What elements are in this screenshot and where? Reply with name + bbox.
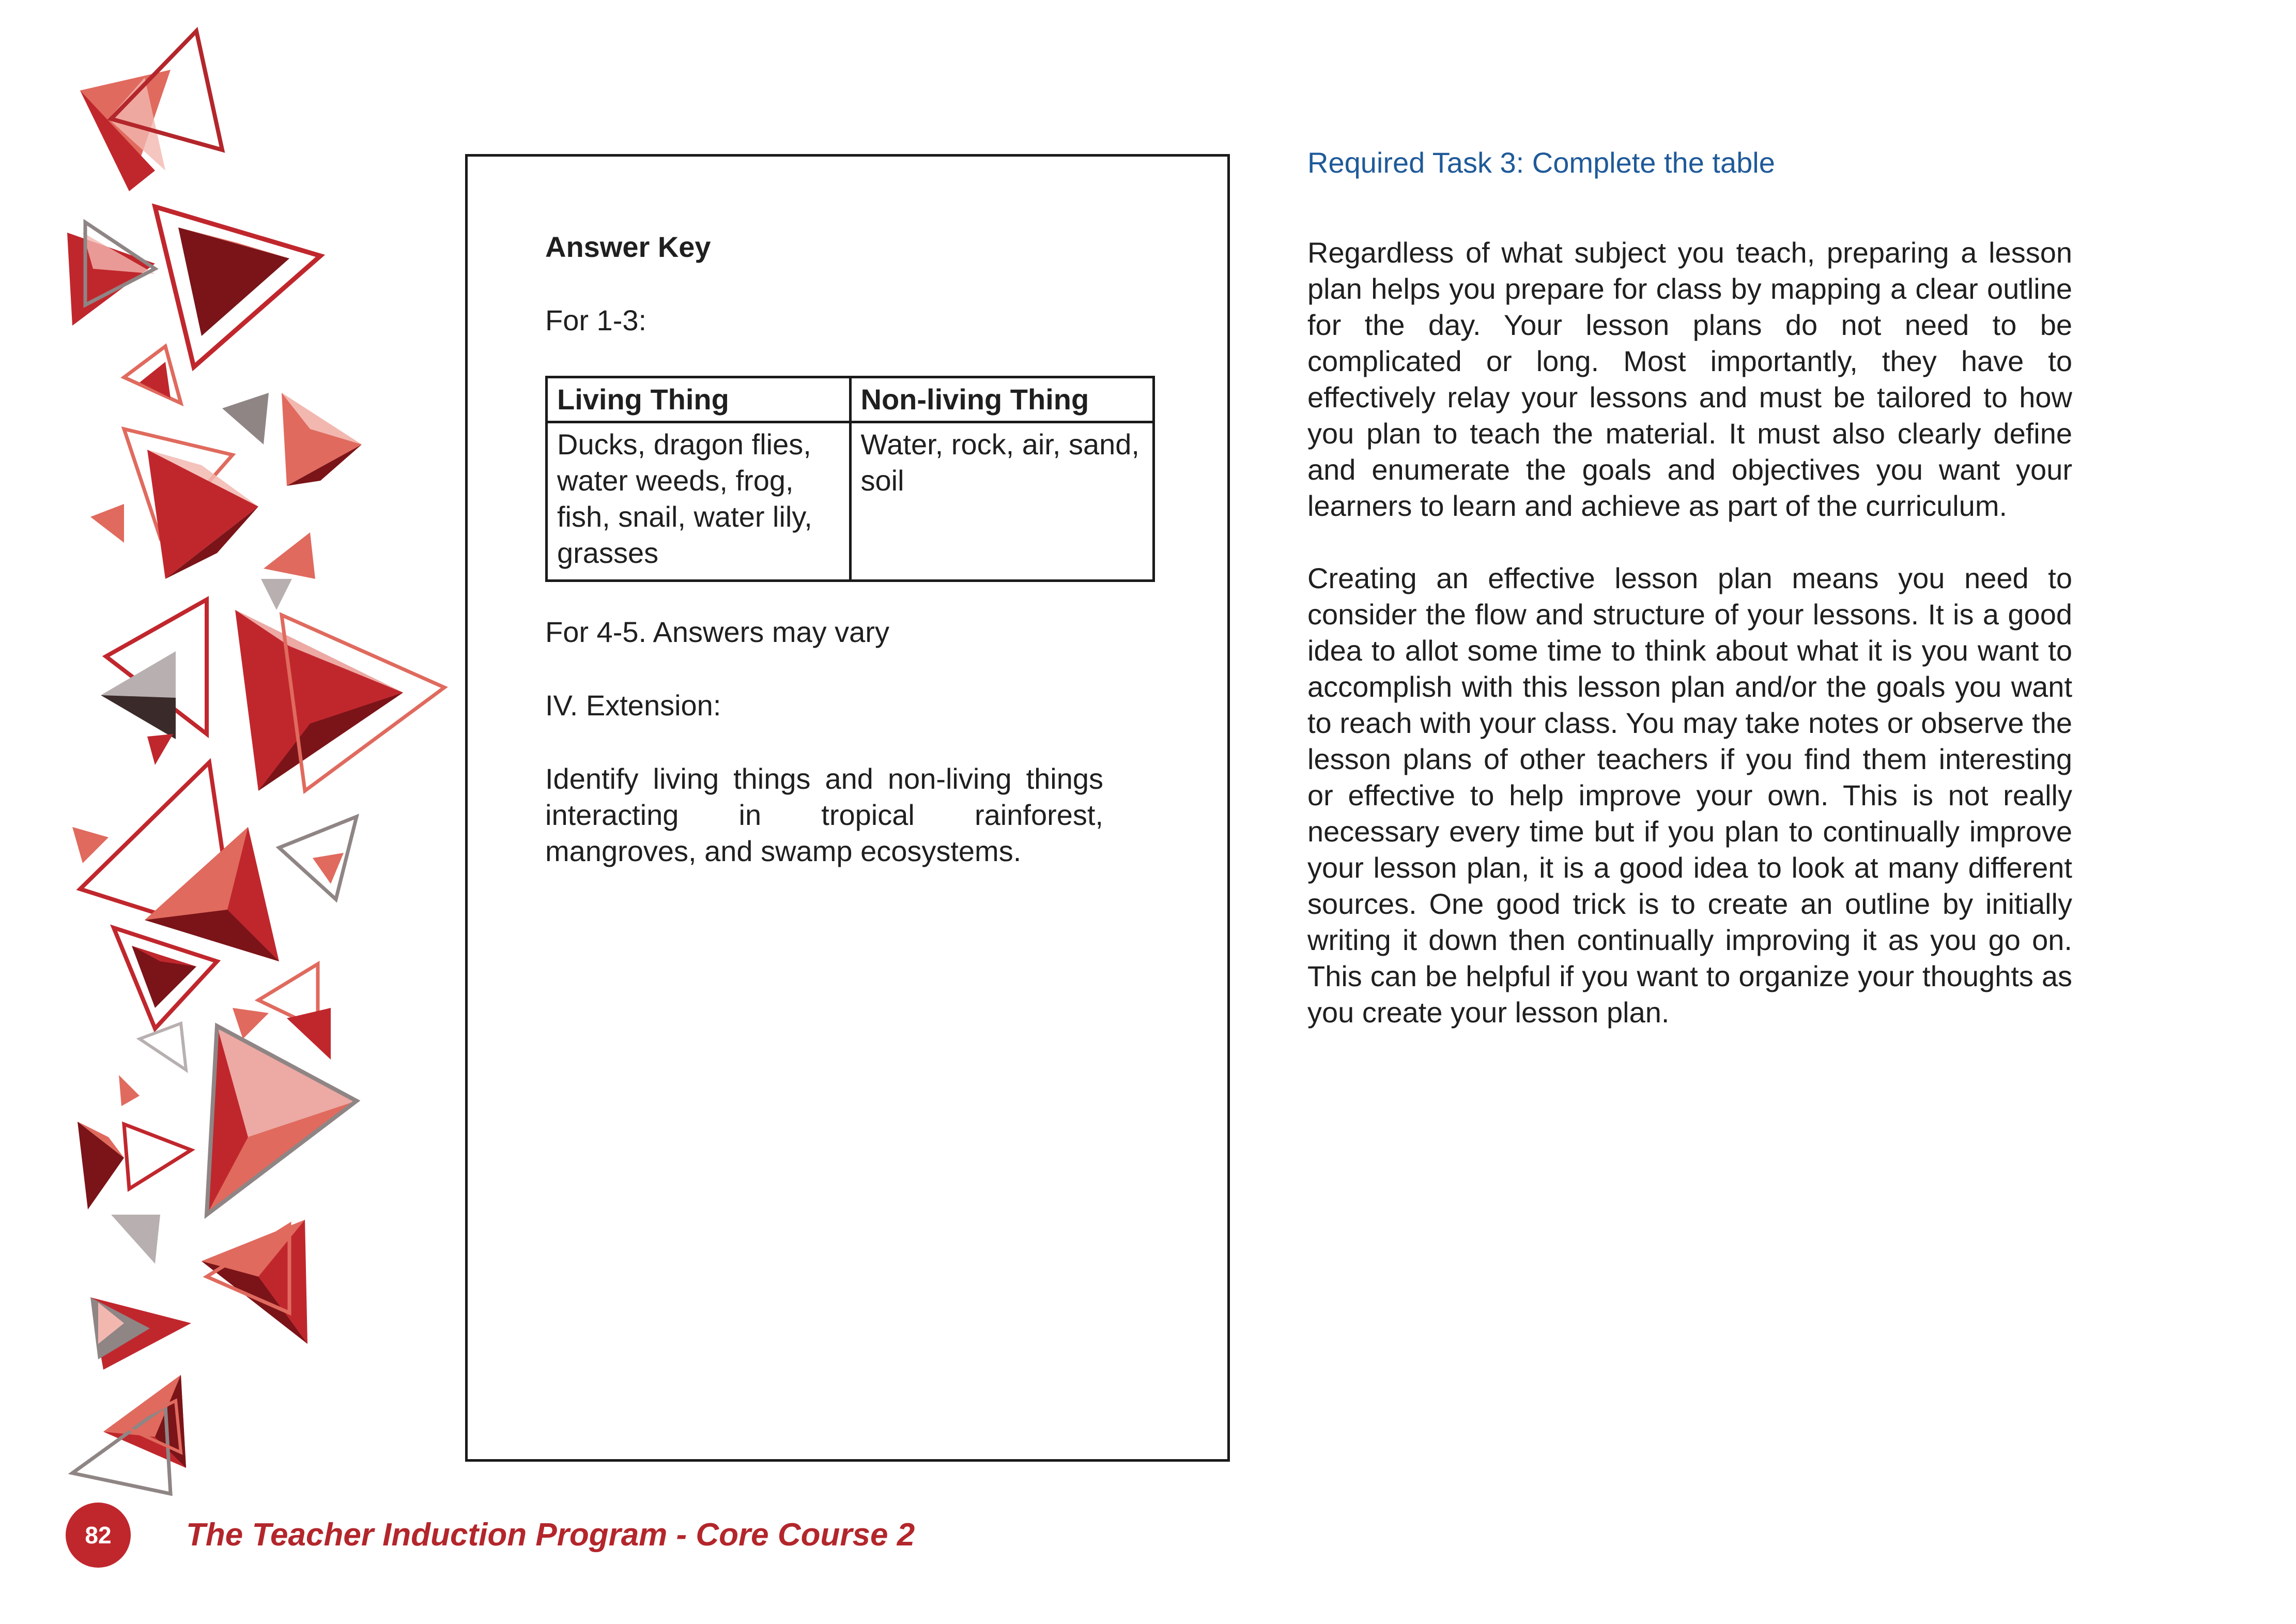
triangle-shape [140, 1023, 186, 1070]
for-4-5-label: For 4-5. Answers may vary [545, 616, 889, 648]
triangle-shape [72, 827, 109, 863]
triangle-shape [233, 1008, 269, 1039]
triangle-shape [222, 393, 269, 445]
footer-title: The Teacher Induction Program - Core Course 2 [186, 1517, 915, 1553]
triangle-shape [235, 610, 403, 791]
answer-key-panel [465, 154, 1230, 1462]
task-paragraph: Regardless of what subject you teach, preparing a lesson plan helps you prepare for class by mapping a clear outline for the day. Your lesson plans do not need to be complicated or long. Most importantly, they have to effectively relay your lessons and must be tailored to how you plan to teach the material. It must also clearly define and enumerate the goals and objectives you want your learners to learn and achieve as part of the curriculum. [1307, 236, 2072, 522]
triangle-shape [90, 504, 124, 543]
triangle-shape [261, 579, 292, 610]
triangle-shape [83, 233, 155, 274]
table-header-living: Living Thing [547, 377, 851, 422]
task-column [1307, 145, 2072, 1067]
table-row [547, 422, 1154, 581]
triangle-shape [264, 532, 315, 579]
table-cell-living: Ducks, dragon flies, water weeds, frog, fish, snail, water lily, grasses [547, 422, 851, 581]
triangle-shape [101, 695, 176, 739]
table-header-row [547, 377, 1154, 422]
decorative-triangles [0, 0, 465, 1551]
triangle-shape [111, 1215, 160, 1264]
for-1-3-label: For 1-3: [545, 304, 647, 336]
answer-key-content [545, 229, 1139, 907]
triangle-shape [67, 233, 155, 326]
extension-text: Identify living things and non-living things interacting in tropical rainforest, mangroves, and swamp ecosystems. [545, 762, 1103, 867]
triangle-shape [313, 853, 344, 884]
page-number-badge: 82 [66, 1503, 131, 1568]
triangle-shape [147, 734, 173, 765]
triangle-shape [119, 1075, 140, 1106]
task-paragraph: Creating an effective lesson plan means you need to consider the flow and structure of your lessons. It is a good idea to allot some time to think about what it is you want to accomplish with this lesson plan and/or the goals you want to reach with your class. You may take notes or observe the lesson plans of other teachers if you find them interesting or effective to help improve your own. This is not really necessary every time but if you plan to continually improve your lesson plan, it is a good idea to look at many different sources. One good trick is to create an outline by initially writing it down then continually improving it as you go on. This can be helpful if you want to organize your thoughts as you create your lesson plan. [1307, 562, 2072, 1029]
table-header-nonliving: Non-living Thing [850, 377, 1154, 422]
triangle-shape [124, 1124, 191, 1189]
table-cell-nonliving: Water, rock, air, sand, soil [850, 422, 1154, 581]
answer-key-title: Answer Key [545, 231, 711, 263]
extension-heading: IV. Extension: [545, 689, 721, 722]
living-nonliving-table [545, 376, 1155, 582]
task-title: Required Task 3: Complete the table [1307, 146, 1775, 179]
